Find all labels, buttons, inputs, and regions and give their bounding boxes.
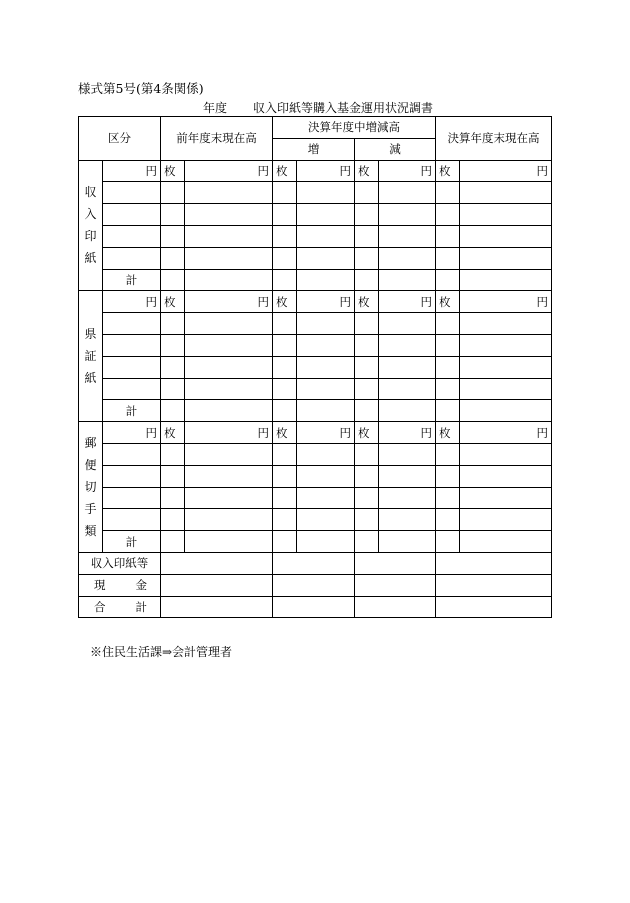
ledger-table <box>78 116 552 618</box>
amount-cell[interactable] <box>103 225 161 247</box>
amount-cell[interactable] <box>103 204 161 226</box>
sheets-cell[interactable] <box>355 247 379 269</box>
table-row <box>79 182 552 204</box>
sheets-cell[interactable]: 枚 <box>355 291 379 313</box>
form-number: 様式第5号(第4条関係) <box>78 81 204 96</box>
table-row <box>79 574 552 596</box>
header-change-during: 決算年度中増減高 <box>273 117 436 139</box>
amount-cell[interactable] <box>297 356 355 378</box>
title-year: 年度 <box>203 101 228 115</box>
amount-cell[interactable] <box>103 487 161 509</box>
section-label-char: 便 <box>84 458 97 473</box>
section-label-char: 県 <box>84 327 97 342</box>
amount-cell[interactable] <box>379 182 436 204</box>
table-row <box>79 247 552 269</box>
amount-cell[interactable] <box>460 182 552 204</box>
amount-cell[interactable] <box>103 182 161 204</box>
section-label-char: 紙 <box>84 371 97 386</box>
amount-cell[interactable] <box>460 509 552 531</box>
sheets-cell[interactable] <box>161 247 185 269</box>
sheets-cell[interactable] <box>273 378 297 400</box>
amount-cell[interactable]: 円 <box>379 291 436 313</box>
section-label-char: 証 <box>84 349 97 364</box>
amount-cell[interactable] <box>379 269 436 291</box>
sheets-cell[interactable] <box>436 531 460 553</box>
sheets-cell[interactable] <box>436 269 460 291</box>
label-char: 合 <box>94 599 106 614</box>
amount-cell[interactable] <box>379 400 436 422</box>
amount-cell[interactable]: 円 <box>460 291 552 313</box>
amount-cell[interactable] <box>379 247 436 269</box>
sheets-cell[interactable] <box>436 443 460 465</box>
amount-cell[interactable] <box>103 465 161 487</box>
sheets-cell[interactable] <box>436 356 460 378</box>
sheets-cell[interactable] <box>355 334 379 356</box>
summary-stamps-label: 収入印紙等 <box>79 552 161 574</box>
section-label <box>79 291 103 422</box>
title-name: 収入印紙等購入基金運用状況調書 <box>253 101 434 115</box>
table-row <box>79 400 552 422</box>
summary-increase-cell[interactable] <box>273 574 355 596</box>
sheets-cell[interactable] <box>273 487 297 509</box>
summary-total-label <box>79 596 161 618</box>
summary-prev-cell[interactable] <box>161 552 273 574</box>
sheets-cell[interactable] <box>161 313 185 335</box>
amount-cell[interactable] <box>460 269 552 291</box>
amount-cell[interactable] <box>379 378 436 400</box>
amount-cell[interactable] <box>185 400 273 422</box>
label-char: 現 <box>94 578 106 593</box>
table-row <box>79 356 552 378</box>
sheets-cell[interactable]: 枚 <box>436 291 460 313</box>
amount-cell[interactable] <box>297 204 355 226</box>
sheets-cell[interactable] <box>273 247 297 269</box>
table-row <box>79 204 552 226</box>
amount-cell[interactable] <box>297 313 355 335</box>
amount-cell[interactable] <box>379 487 436 509</box>
amount-cell[interactable] <box>460 247 552 269</box>
sheets-cell[interactable]: 枚 <box>436 422 460 444</box>
amount-cell[interactable] <box>379 531 436 553</box>
sheets-cell[interactable] <box>273 313 297 335</box>
sheets-cell[interactable] <box>355 313 379 335</box>
sheets-cell[interactable] <box>355 225 379 247</box>
table-row <box>79 334 552 356</box>
sheets-cell[interactable] <box>273 269 297 291</box>
amount-cell[interactable] <box>379 443 436 465</box>
amount-cell[interactable]: 円 <box>460 160 552 182</box>
amount-cell[interactable] <box>379 334 436 356</box>
amount-cell[interactable] <box>185 356 273 378</box>
summary-prev-cell[interactable] <box>161 574 273 596</box>
summary-cash-label-text <box>82 577 157 593</box>
table-row <box>79 422 552 444</box>
sheets-cell[interactable] <box>161 400 185 422</box>
amount-cell[interactable] <box>297 509 355 531</box>
header-category: 区分 <box>79 117 161 161</box>
amount-cell[interactable] <box>103 356 161 378</box>
amount-cell[interactable] <box>185 225 273 247</box>
amount-cell[interactable] <box>297 465 355 487</box>
amount-cell[interactable] <box>297 531 355 553</box>
section-label-char: 類 <box>84 524 97 539</box>
summary-decrease-cell[interactable] <box>355 574 436 596</box>
sheets-cell[interactable] <box>436 334 460 356</box>
amount-cell[interactable]: 円 <box>185 160 273 182</box>
sheets-cell[interactable] <box>355 509 379 531</box>
amount-cell[interactable]: 円 <box>297 422 355 444</box>
sheets-cell[interactable] <box>355 204 379 226</box>
summary-prev-cell[interactable] <box>161 596 273 618</box>
sheets-cell[interactable] <box>273 334 297 356</box>
summary-total-label-text <box>82 599 157 615</box>
table-row <box>79 225 552 247</box>
summary-end-cell[interactable] <box>436 552 552 574</box>
sheets-cell[interactable] <box>161 509 185 531</box>
amount-cell[interactable] <box>297 182 355 204</box>
amount-cell[interactable]: 円 <box>379 422 436 444</box>
table-row <box>79 378 552 400</box>
amount-cell[interactable]: 円 <box>297 160 355 182</box>
amount-cell[interactable] <box>103 334 161 356</box>
sheets-cell[interactable] <box>273 531 297 553</box>
amount-cell[interactable] <box>103 313 161 335</box>
sheets-cell[interactable]: 枚 <box>355 422 379 444</box>
sheets-cell[interactable] <box>273 225 297 247</box>
section-total-label: 計 <box>103 531 161 553</box>
sheets-cell[interactable] <box>161 531 185 553</box>
header-decrease: 減 <box>355 138 436 160</box>
table-row <box>79 509 552 531</box>
sheets-cell[interactable] <box>273 356 297 378</box>
table-row <box>79 596 552 618</box>
sheets-cell[interactable] <box>273 182 297 204</box>
sheets-cell[interactable]: 枚 <box>273 291 297 313</box>
section-total-label: 計 <box>103 400 161 422</box>
sheets-cell[interactable] <box>273 465 297 487</box>
section-label-char: 入 <box>84 207 97 222</box>
sheets-cell[interactable] <box>355 443 379 465</box>
amount-cell[interactable] <box>185 334 273 356</box>
sheets-cell[interactable] <box>161 225 185 247</box>
amount-cell[interactable] <box>297 269 355 291</box>
amount-cell[interactable] <box>297 334 355 356</box>
sheets-cell[interactable] <box>273 443 297 465</box>
amount-cell[interactable] <box>460 334 552 356</box>
sheets-cell[interactable]: 枚 <box>161 160 185 182</box>
sheets-cell[interactable] <box>161 334 185 356</box>
amount-cell[interactable] <box>460 443 552 465</box>
amount-cell[interactable] <box>379 465 436 487</box>
header-increase: 増 <box>273 138 355 160</box>
sheets-cell[interactable] <box>436 182 460 204</box>
amount-cell[interactable] <box>379 313 436 335</box>
sheets-cell[interactable] <box>161 378 185 400</box>
sheets-cell[interactable] <box>273 509 297 531</box>
summary-decrease-cell[interactable] <box>355 552 436 574</box>
sheets-cell[interactable] <box>161 269 185 291</box>
amount-cell[interactable] <box>103 378 161 400</box>
amount-cell[interactable] <box>103 509 161 531</box>
sheets-cell[interactable] <box>436 378 460 400</box>
amount-cell[interactable] <box>297 225 355 247</box>
amount-cell[interactable]: 円 <box>379 160 436 182</box>
sheets-cell[interactable] <box>436 204 460 226</box>
sheets-cell[interactable] <box>436 465 460 487</box>
amount-cell[interactable] <box>460 400 552 422</box>
amount-cell[interactable] <box>185 247 273 269</box>
amount-cell[interactable]: 円 <box>185 291 273 313</box>
amount-cell[interactable] <box>185 465 273 487</box>
section-label-char: 収 <box>84 185 97 200</box>
sheets-cell[interactable] <box>273 400 297 422</box>
section-label-char: 切 <box>84 480 97 495</box>
table-row <box>79 552 552 574</box>
section-label-char: 印 <box>84 229 97 244</box>
summary-increase-cell[interactable] <box>273 596 355 618</box>
sheets-cell[interactable] <box>161 204 185 226</box>
amount-cell[interactable] <box>379 356 436 378</box>
section-label-char: 郵 <box>84 436 97 451</box>
table-row <box>79 465 552 487</box>
sheets-cell[interactable] <box>436 225 460 247</box>
amount-cell[interactable]: 円 <box>103 291 161 313</box>
amount-cell[interactable] <box>185 487 273 509</box>
table-row <box>79 291 552 313</box>
amount-cell[interactable] <box>460 487 552 509</box>
table-row <box>79 160 552 182</box>
section-label-char: 手 <box>84 502 97 517</box>
section-label <box>79 422 103 553</box>
sheets-cell[interactable] <box>355 378 379 400</box>
amount-cell[interactable] <box>460 531 552 553</box>
sheets-cell[interactable] <box>355 182 379 204</box>
amount-cell[interactable] <box>297 400 355 422</box>
amount-cell[interactable] <box>379 509 436 531</box>
sheets-cell[interactable]: 枚 <box>273 160 297 182</box>
amount-cell[interactable] <box>185 182 273 204</box>
summary-decrease-cell[interactable] <box>355 596 436 618</box>
amount-cell[interactable] <box>460 204 552 226</box>
sheets-cell[interactable] <box>355 487 379 509</box>
amount-cell[interactable] <box>460 225 552 247</box>
amount-cell[interactable] <box>460 378 552 400</box>
amount-cell[interactable] <box>185 509 273 531</box>
label-char: 計 <box>135 599 147 614</box>
header-end-balance: 決算年度末現在高 <box>436 117 552 161</box>
sheets-cell[interactable] <box>355 400 379 422</box>
sheets-cell[interactable]: 枚 <box>355 160 379 182</box>
table-row <box>79 269 552 291</box>
amount-cell[interactable] <box>185 313 273 335</box>
amount-cell[interactable] <box>460 356 552 378</box>
header-prev-balance: 前年度末現在高 <box>161 117 273 161</box>
amount-cell[interactable]: 円 <box>297 291 355 313</box>
sheets-cell[interactable] <box>161 182 185 204</box>
section-label-char: 紙 <box>84 251 97 266</box>
sheets-cell[interactable] <box>355 356 379 378</box>
header-row-1 <box>79 117 552 139</box>
amount-cell[interactable] <box>185 269 273 291</box>
amount-cell[interactable] <box>379 225 436 247</box>
amount-cell[interactable] <box>297 443 355 465</box>
summary-increase-cell[interactable] <box>273 552 355 574</box>
amount-cell[interactable] <box>185 531 273 553</box>
amount-cell[interactable] <box>460 313 552 335</box>
amount-cell[interactable]: 円 <box>103 422 161 444</box>
amount-cell[interactable] <box>379 204 436 226</box>
amount-cell[interactable] <box>103 247 161 269</box>
summary-cash-label <box>79 574 161 596</box>
sheets-cell[interactable] <box>355 531 379 553</box>
sheets-cell[interactable]: 枚 <box>161 291 185 313</box>
sheets-cell[interactable]: 枚 <box>273 422 297 444</box>
table-row <box>79 313 552 335</box>
sheets-cell[interactable] <box>161 487 185 509</box>
label-char: 金 <box>135 578 147 593</box>
sheets-cell[interactable] <box>436 247 460 269</box>
amount-cell[interactable] <box>185 204 273 226</box>
sheets-cell[interactable]: 枚 <box>436 160 460 182</box>
amount-cell[interactable] <box>297 487 355 509</box>
summary-end-cell[interactable] <box>436 574 552 596</box>
sheets-cell[interactable] <box>161 465 185 487</box>
sheets-cell[interactable] <box>436 313 460 335</box>
table-row <box>79 443 552 465</box>
sheets-cell[interactable] <box>161 356 185 378</box>
sheets-cell[interactable] <box>436 487 460 509</box>
sheets-cell[interactable] <box>161 443 185 465</box>
section-label <box>79 160 103 291</box>
amount-cell[interactable]: 円 <box>103 160 161 182</box>
amount-cell[interactable]: 円 <box>460 422 552 444</box>
amount-cell[interactable]: 円 <box>185 422 273 444</box>
amount-cell[interactable] <box>297 378 355 400</box>
sheets-cell[interactable] <box>355 465 379 487</box>
sheets-cell[interactable]: 枚 <box>161 422 185 444</box>
sheets-cell[interactable] <box>355 269 379 291</box>
table-row <box>79 531 552 553</box>
section-total-label: 計 <box>103 269 161 291</box>
summary-end-cell[interactable] <box>436 596 552 618</box>
sheets-cell[interactable] <box>436 509 460 531</box>
routing-note: ※住民生活課⇒会計管理者 <box>90 645 233 659</box>
amount-cell[interactable] <box>185 443 273 465</box>
amount-cell[interactable] <box>103 443 161 465</box>
table-row <box>79 487 552 509</box>
amount-cell[interactable] <box>460 465 552 487</box>
amount-cell[interactable] <box>297 247 355 269</box>
sheets-cell[interactable] <box>273 204 297 226</box>
amount-cell[interactable] <box>185 378 273 400</box>
sheets-cell[interactable] <box>436 400 460 422</box>
